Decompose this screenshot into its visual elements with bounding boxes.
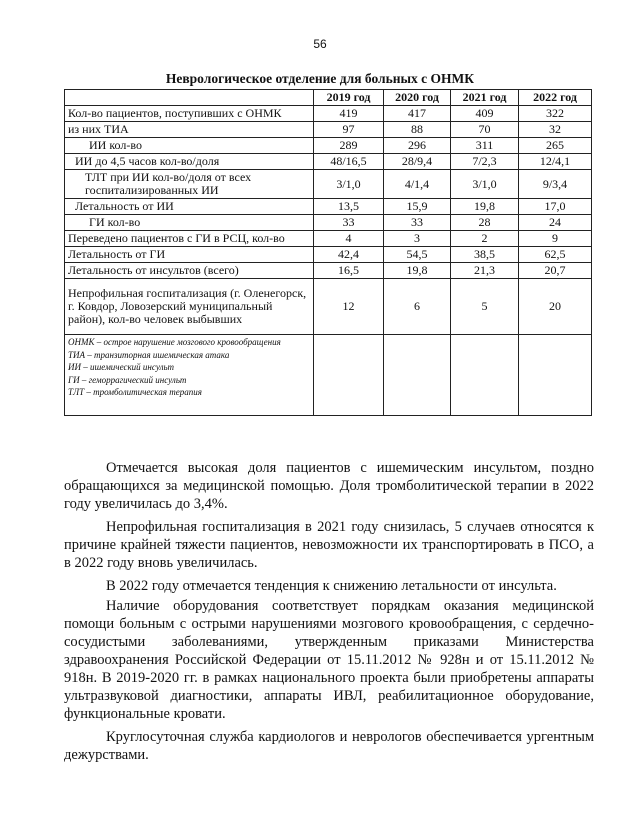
cell-2022: 20 [519,279,592,335]
body-text [64,459,594,769]
cell-2021: 311 [451,138,519,154]
table-title: Неврологическое отделение для больных с ОНМК [165,71,475,86]
cell-2021: 21,3 [451,263,519,279]
legend-item: ТЛТ – тромболитическая терапия [68,387,202,397]
cell-2020: 54,5 [384,247,451,263]
cell-2019: 12 [314,279,384,335]
row-label: Летальность от инсультов (всего) [65,263,314,279]
paragraph: Отмечается высокая доля пациентов с ишемическим инсультом, поздно обращающихся за медицинской помощью. Доля тромболитической терапии в 2022 году увеличилась до 3,4%. [64,460,594,512]
cell-2021: 70 [451,122,519,138]
empty-cell [384,335,451,416]
page-number: 56 [313,37,327,51]
cell-2022: 322 [519,106,592,122]
row-label: Летальность от ГИ [65,247,314,263]
cell-2020: 417 [384,106,451,122]
row-label: из них ТИА [65,122,314,138]
cell-2022: 62,5 [519,247,592,263]
cell-2021: 38,5 [451,247,519,263]
legend-item: ОНМК – острое нарушение мозгового кровообращения [68,337,281,347]
table-row [65,138,592,154]
row-label: Непрофильная госпитализация (г. Оленегорск, г. Ковдор, Ловозерский муниципальный район), кол-во человек выбывших [65,279,314,335]
cell-2022: 9/3,4 [519,170,592,199]
cell-2019: 97 [314,122,384,138]
table-header-row [65,90,592,106]
table-row [65,170,592,199]
header-cell-2022: 2022 год [519,90,592,106]
header-cell-2019: 2019 год [314,90,384,106]
cell-2021: 409 [451,106,519,122]
paragraph: Непрофильная госпитализация в 2021 году снизилась, 5 случаев относятся к причине крайней тяжести пациентов, невозможности их транспортировать в ПСО, а в 2022 году вновь увеличилась. [64,519,594,571]
legend-item: ТИА – транзиторная ишемическая атака [68,349,230,360]
empty-cell [451,335,519,416]
row-label: ИИ кол-во [65,138,314,154]
cell-2020: 33 [384,215,451,231]
table-row [65,199,592,215]
cell-2020: 19,8 [384,263,451,279]
cell-2020: 6 [384,279,451,335]
cell-2019: 13,5 [314,199,384,215]
cell-2019: 33 [314,215,384,231]
table-row [65,231,592,247]
empty-cell [519,335,592,416]
cell-2020: 15,9 [384,199,451,215]
table-row [65,215,592,231]
row-label: ТЛТ при ИИ кол-во/доля от всех госпитализированных ИИ [65,170,314,199]
header-cell-2020: 2020 год [384,90,451,106]
cell-2022: 12/4,1 [519,154,592,170]
cell-2019: 289 [314,138,384,154]
cell-2019: 4 [314,231,384,247]
abbreviation-legend [65,335,314,416]
cell-2019: 3/1,0 [314,170,384,199]
table-row [65,279,592,335]
cell-2021: 19,8 [451,199,519,215]
row-label: Переведено пациентов с ГИ в РСЦ, кол-во [65,231,314,247]
row-label: Летальность от ИИ [65,199,314,215]
legend-row [65,335,592,416]
cell-2021: 5 [451,279,519,335]
paragraph: В 2022 году отмечается тенденция к снижению летальности от инсульта. [106,578,557,594]
paragraph: Круглосуточная служба кардиологов и неврологов обеспечивается ургентным дежурствами. [64,729,594,763]
cell-2022: 17,0 [519,199,592,215]
cell-2022: 265 [519,138,592,154]
cell-2021: 28 [451,215,519,231]
cell-2022: 9 [519,231,592,247]
cell-2020: 3 [384,231,451,247]
table-row [65,263,592,279]
cell-2020: 88 [384,122,451,138]
legend-item: ИИ – ишемический инсульт [68,362,174,372]
row-label: ИИ до 4,5 часов кол-во/доля [65,154,314,170]
cell-2020: 28/9,4 [384,154,451,170]
legend-item: ГИ – геморрагический инсульт [68,374,187,385]
table-row [65,106,592,122]
cell-2021: 7/2,3 [451,154,519,170]
table-row [65,122,592,138]
table-row [65,154,592,170]
cell-2022: 24 [519,215,592,231]
cell-2019: 419 [314,106,384,122]
cell-2022: 32 [519,122,592,138]
cell-2020: 4/1,4 [384,170,451,199]
cell-2020: 296 [384,138,451,154]
table-row [65,247,592,263]
cell-2021: 3/1,0 [451,170,519,199]
header-cell-label [65,90,314,106]
cell-2019: 42,4 [314,247,384,263]
statistics-table [64,89,592,416]
cell-2021: 2 [451,231,519,247]
cell-2019: 16,5 [314,263,384,279]
row-label: Кол-во пациентов, поступивших с ОНМК [65,106,314,122]
cell-2022: 20,7 [519,263,592,279]
empty-cell [314,335,384,416]
header-cell-2021: 2021 год [451,90,519,106]
paragraph: Наличие оборудования соответствует порядкам оказания медицинской помощи больным с острыми нарушениями мозгового кровообращения, с сердечно-сосудистыми заболеваниями, утвержденным приказами Министерства здравоохранения Российской Федерации от 15.11.2012 № 928н и от 15.11.2012 № 918н. В 2019-2020 гг. в рамках национального проекта были приобретены аппараты ультразвуковой диагностики, аппараты ИВЛ, реабилитационное оборудование, функциональные кровати. [64,598,594,722]
row-label: ГИ кол-во [65,215,314,231]
cell-2019: 48/16,5 [314,154,384,170]
